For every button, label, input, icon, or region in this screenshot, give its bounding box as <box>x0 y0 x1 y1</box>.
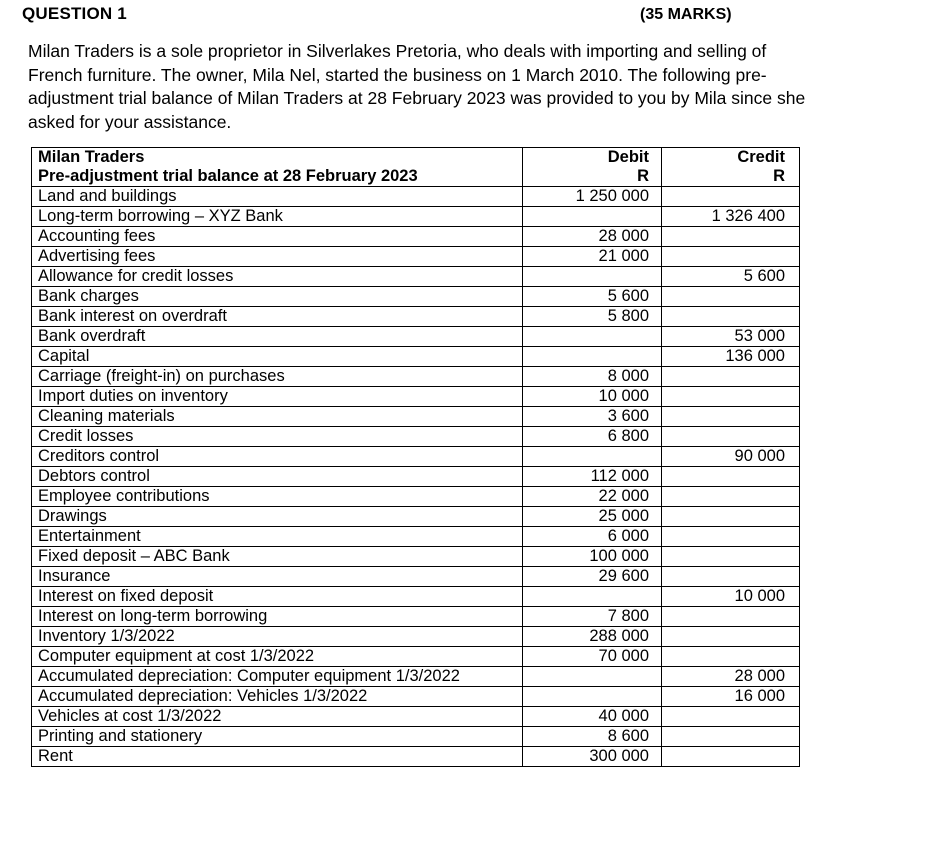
account-name-cell: Accounting fees <box>32 227 523 247</box>
table-row <box>32 487 800 507</box>
debit-amount-cell <box>523 447 662 467</box>
credit-amount-cell <box>662 187 800 207</box>
table-row <box>32 507 800 527</box>
table-row <box>32 387 800 407</box>
account-name-cell: Computer equipment at cost 1/3/2022 <box>32 647 523 667</box>
credit-amount-cell <box>662 707 800 727</box>
credit-amount-cell <box>662 287 800 307</box>
credit-amount-cell <box>662 487 800 507</box>
table-row <box>32 367 800 387</box>
debit-amount-cell: 70 000 <box>523 647 662 667</box>
debit-amount-cell: 100 000 <box>523 547 662 567</box>
credit-amount-cell <box>662 407 800 427</box>
credit-amount-cell <box>662 627 800 647</box>
debit-amount-cell: 25 000 <box>523 507 662 527</box>
table-row <box>32 187 800 207</box>
table-row <box>32 267 800 287</box>
credit-amount-cell <box>662 747 800 767</box>
debit-amount-cell: 8 000 <box>523 367 662 387</box>
account-name-cell: Vehicles at cost 1/3/2022 <box>32 707 523 727</box>
debit-amount-cell <box>523 207 662 227</box>
debit-amount-cell: 5 800 <box>523 307 662 327</box>
table-row <box>32 547 800 567</box>
debit-amount-cell: 300 000 <box>523 747 662 767</box>
credit-amount-cell <box>662 647 800 667</box>
debit-amount-cell <box>523 347 662 367</box>
table-row <box>32 307 800 327</box>
credit-amount-cell: 53 000 <box>662 327 800 347</box>
account-name-cell: Accumulated depreciation: Vehicles 1/3/2022 <box>32 687 523 707</box>
table-row <box>32 227 800 247</box>
credit-amount-cell <box>662 307 800 327</box>
account-name-cell: Long-term borrowing – XYZ Bank <box>32 207 523 227</box>
debit-amount-cell <box>523 667 662 687</box>
credit-header-cell <box>662 148 800 187</box>
credit-amount-cell: 5 600 <box>662 267 800 287</box>
debit-amount-cell: 5 600 <box>523 287 662 307</box>
table-row <box>32 627 800 647</box>
account-name-cell: Fixed deposit – ABC Bank <box>32 547 523 567</box>
table-row <box>32 467 800 487</box>
table-row <box>32 347 800 367</box>
debit-amount-cell: 22 000 <box>523 487 662 507</box>
table-row <box>32 707 800 727</box>
credit-amount-cell <box>662 547 800 567</box>
debit-amount-cell: 112 000 <box>523 467 662 487</box>
account-name-cell: Credit losses <box>32 427 523 447</box>
table-row <box>32 607 800 627</box>
table-row <box>32 407 800 427</box>
account-name-cell: Capital <box>32 347 523 367</box>
credit-header: Credit <box>737 148 785 166</box>
debit-currency: R <box>637 167 649 185</box>
table-row <box>32 327 800 347</box>
credit-amount-cell <box>662 507 800 527</box>
debit-amount-cell: 28 000 <box>523 227 662 247</box>
debit-header: Debit <box>607 148 649 166</box>
debit-amount-cell: 7 800 <box>523 607 662 627</box>
credit-amount-cell: 16 000 <box>662 687 800 707</box>
account-name-cell: Creditors control <box>32 447 523 467</box>
table-row <box>32 287 800 307</box>
account-name-cell: Accumulated depreciation: Computer equipment 1/3/2022 <box>32 667 523 687</box>
table-row <box>32 587 800 607</box>
debit-amount-cell: 8 600 <box>523 727 662 747</box>
trial-balance-subtitle: Pre-adjustment trial balance at 28 February 2023 <box>38 167 418 185</box>
debit-amount-cell: 6 800 <box>523 427 662 447</box>
debit-amount-cell: 40 000 <box>523 707 662 727</box>
debit-amount-cell <box>523 587 662 607</box>
credit-amount-cell <box>662 727 800 747</box>
table-row <box>32 647 800 667</box>
account-name-cell: Inventory 1/3/2022 <box>32 627 523 647</box>
account-name-cell: Printing and stationery <box>32 727 523 747</box>
intro-paragraph: Milan Traders is a sole proprietor in Silverlakes Pretoria, who deals with importing and selling of French furniture. The owner, Mila Nel, started the business on 1 March 2010. The following pre-adjustment trial balance of Milan Traders at 28 February 2023 was provided to you by Mila since she asked for your assistance. <box>28 41 806 132</box>
credit-amount-cell: 1 326 400 <box>662 207 800 227</box>
credit-amount-cell: 28 000 <box>662 667 800 687</box>
credit-amount-cell: 136 000 <box>662 347 800 367</box>
table-row <box>32 427 800 447</box>
credit-amount-cell <box>662 567 800 587</box>
entity-name-cell <box>32 148 523 187</box>
debit-amount-cell: 10 000 <box>523 387 662 407</box>
credit-amount-cell <box>662 227 800 247</box>
table-row <box>32 447 800 467</box>
table-header-row <box>32 148 800 187</box>
question-title: QUESTION 1 <box>22 4 127 23</box>
table-row <box>32 687 800 707</box>
debit-amount-cell: 29 600 <box>523 567 662 587</box>
account-name-cell: Employee contributions <box>32 487 523 507</box>
debit-amount-cell <box>523 687 662 707</box>
credit-amount-cell <box>662 427 800 447</box>
account-name-cell: Allowance for credit losses <box>32 267 523 287</box>
table-row <box>32 527 800 547</box>
account-name-cell: Interest on fixed deposit <box>32 587 523 607</box>
trial-balance-table <box>31 147 800 767</box>
credit-amount-cell: 10 000 <box>662 587 800 607</box>
credit-amount-cell <box>662 367 800 387</box>
account-name-cell: Advertising fees <box>32 247 523 267</box>
debit-header-cell <box>523 148 662 187</box>
entity-name: Milan Traders <box>38 148 145 166</box>
table-row <box>32 247 800 267</box>
credit-amount-cell <box>662 607 800 627</box>
credit-amount-cell <box>662 467 800 487</box>
debit-amount-cell: 3 600 <box>523 407 662 427</box>
debit-amount-cell: 1 250 000 <box>523 187 662 207</box>
table-row <box>32 207 800 227</box>
account-name-cell: Drawings <box>32 507 523 527</box>
table-row <box>32 747 800 767</box>
account-name-cell: Rent <box>32 747 523 767</box>
table-row <box>32 727 800 747</box>
credit-currency: R <box>773 167 785 185</box>
debit-amount-cell: 21 000 <box>523 247 662 267</box>
account-name-cell: Land and buildings <box>32 187 523 207</box>
account-name-cell: Cleaning materials <box>32 407 523 427</box>
credit-amount-cell <box>662 387 800 407</box>
account-name-cell: Entertainment <box>32 527 523 547</box>
debit-amount-cell: 288 000 <box>523 627 662 647</box>
account-name-cell: Bank interest on overdraft <box>32 307 523 327</box>
account-name-cell: Interest on long-term borrowing <box>32 607 523 627</box>
account-name-cell: Debtors control <box>32 467 523 487</box>
table-row <box>32 667 800 687</box>
account-name-cell: Bank charges <box>32 287 523 307</box>
credit-amount-cell <box>662 247 800 267</box>
question-marks: (35 MARKS) <box>640 6 732 23</box>
table-row <box>32 567 800 587</box>
account-name-cell: Bank overdraft <box>32 327 523 347</box>
debit-amount-cell <box>523 267 662 287</box>
account-name-cell: Carriage (freight-in) on purchases <box>32 367 523 387</box>
debit-amount-cell <box>523 327 662 347</box>
account-name-cell: Import duties on inventory <box>32 387 523 407</box>
credit-amount-cell: 90 000 <box>662 447 800 467</box>
credit-amount-cell <box>662 527 800 547</box>
debit-amount-cell: 6 000 <box>523 527 662 547</box>
account-name-cell: Insurance <box>32 567 523 587</box>
